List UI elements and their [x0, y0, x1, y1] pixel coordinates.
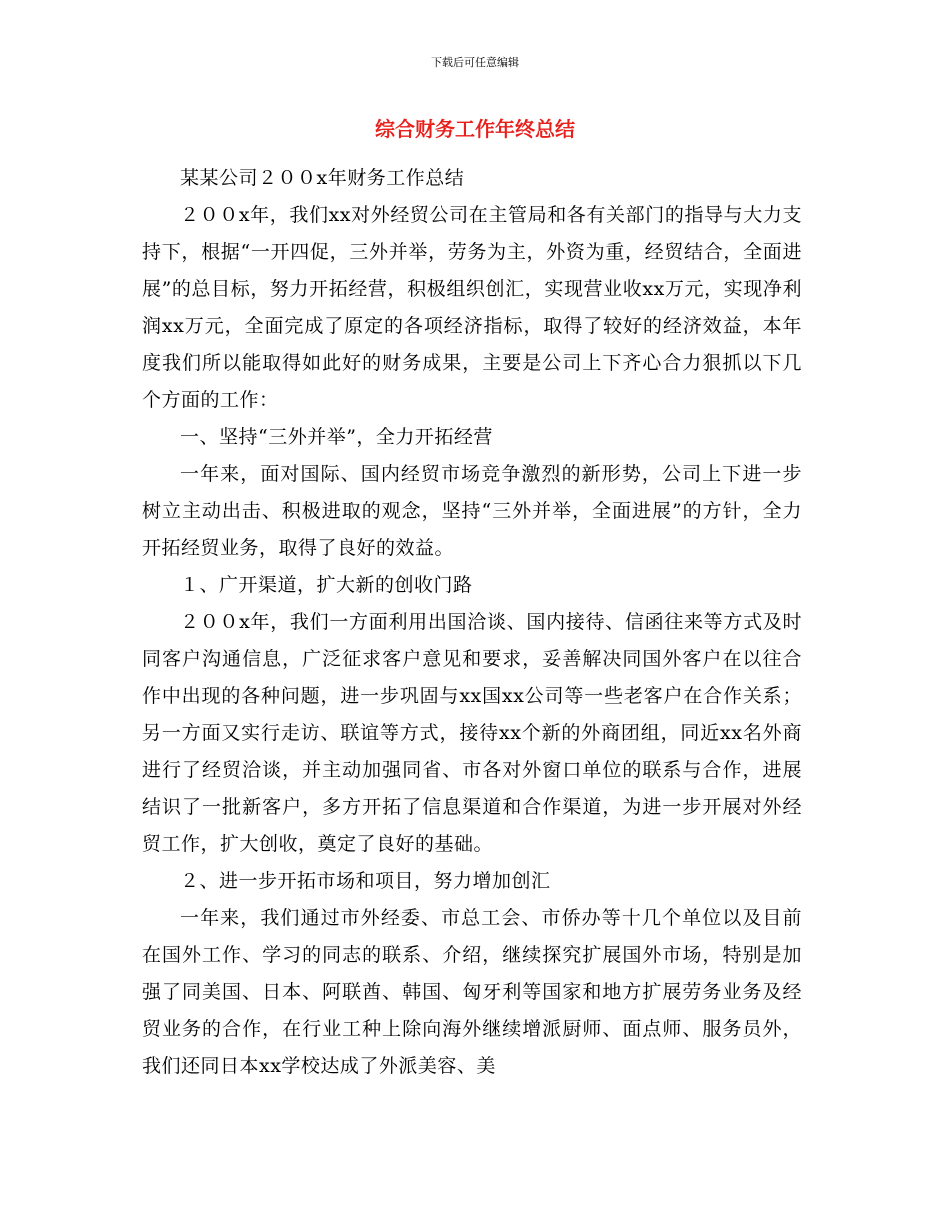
section-heading-1: 一、坚持“三外并举”，全力开拓经营 — [180, 426, 493, 448]
document-title: 综合财务工作年终总结 — [375, 117, 575, 141]
paragraph-intro: ２００x年，我们xx对外经贸公司在主管局和各有关部门的指导与大力支持下，根据“一开四促，三外并举，劳务为主，外资为重，经贸结合，全面进展”的总目标，努力开拓经营，积极组织创汇，实现营业收xx万元，实现净利润xx万元，全面完成了原定的各项经济指标，取得了较好的经济效益，本年度我们所以能取得如此好的财务成果，主要是公司上下齐心合力狠抓以下几个方面的工作： — [142, 204, 802, 411]
paragraph-section-1: 一年来，面对国际、国内经贸市场竞争激烈的新形势，公司上下进一步树立主动出击、积极进取的观念，坚持“三外并举，全面进展”的方针，全力开拓经贸业务，取得了良好的效益。 — [142, 463, 802, 559]
paragraph-subsection-1: ２００x年，我们一方面利用出国洽谈、国内接待、信函往来等方式及时同客户沟通信息，广泛征求客户意见和要求，妥善解决同国外客户在以往合作中出现的各种问题，进一步巩固与xx国xx公司等一些老客户在合作关系；另一方面又实行走访、联谊等方式，接待xx个新的外商团组，同近xx名外商进行了经贸洽谈，并主动加强同省、市各对外窗口单位的联系与合作，进展结识了一批新客户，多方开拓了信息渠道和合作渠道，为进一步开展对外经贸工作，扩大创收，奠定了良好的基础。 — [142, 611, 802, 855]
subsection-heading-1: １、广开渠道，扩大新的创收门路 — [180, 574, 473, 596]
subsection-heading-2: ２、进一步开拓市场和项目，努力增加创汇 — [180, 870, 551, 892]
paragraph-report-heading: 某某公司２００x年财务工作总结 — [180, 167, 465, 189]
document-body — [142, 160, 802, 1085]
paragraph-subsection-2: 一年来，我们通过市外经委、市总工会、市侨办等十几个单位以及目前在国外工作、学习的同志的联系、介绍，继续探究扩展国外市场，特别是加强了同美国、日本、阿联酋、韩国、匈牙利等国家和地方扩展劳务业务及经贸业务的合作，在行业工种上除向海外继续增派厨师、面点师、服务员外，我们还同日本xx学校达成了外派美容、美 — [142, 907, 802, 1077]
header-note: 下载后可任意编辑 — [431, 56, 519, 69]
